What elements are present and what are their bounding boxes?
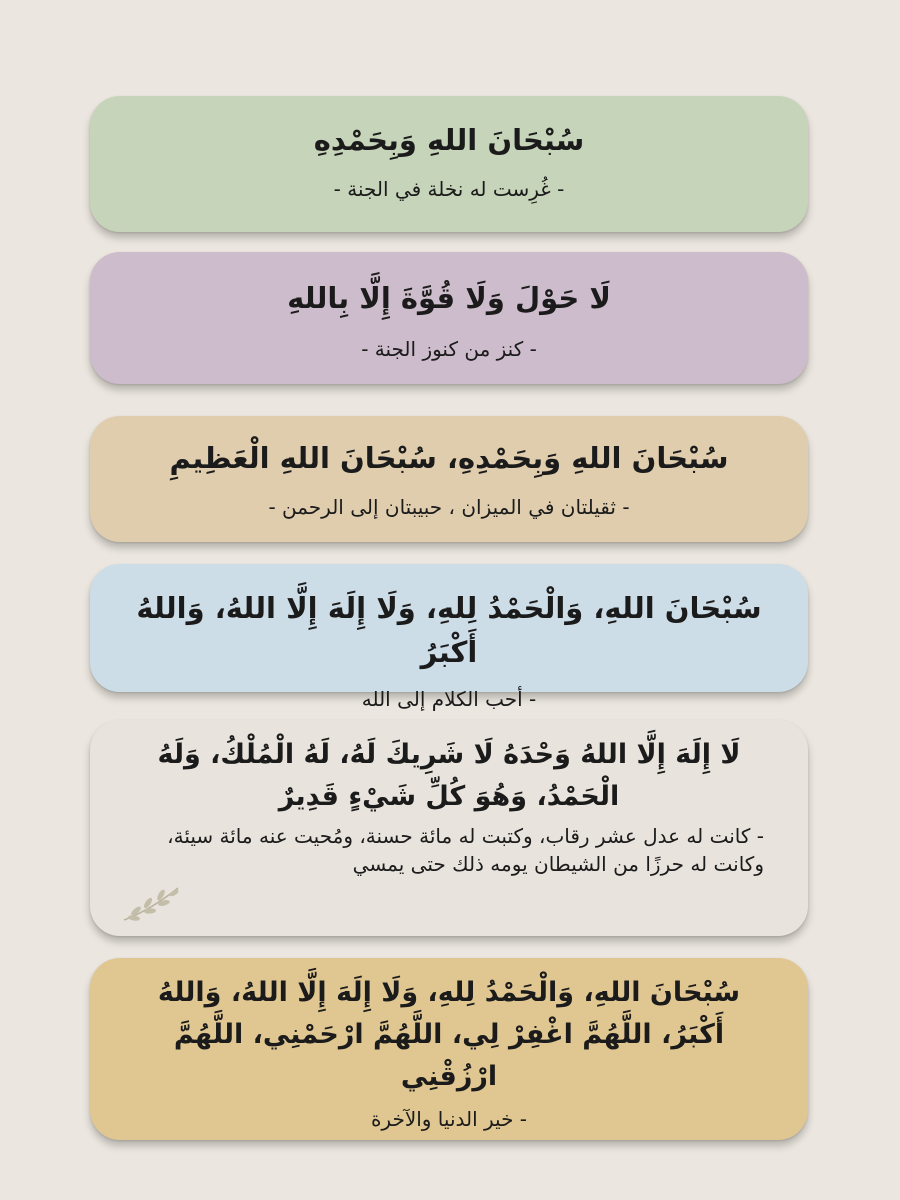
virtue-text: - أحب الكلام إلى الله <box>361 687 537 711</box>
dhikr-text: لَا حَوْلَ وَلَا قُوَّةَ إِلَّا بِاللهِ <box>287 281 611 315</box>
virtue-text: - كانت له عدل عشر رقاب، وكتبت له مائة حسنة، ومُحيت عنه مائة سيئة، وكانت له حرزًا من الشيطان يومه ذلك حتى يمسي <box>167 824 764 876</box>
virtue-text: - ثقيلتان في الميزان ، حبيبتان إلى الرحمن - <box>268 495 630 519</box>
dhikr-text: سُبْحَانَ اللهِ، وَالْحَمْدُ لِلهِ، وَلَا إِلَهَ إِلَّا اللهُ، وَاللهُ أَكْبَرُ <box>136 591 762 669</box>
olive-branch-icon <box>120 884 182 924</box>
dhikr-card <box>90 252 808 384</box>
virtue-text: - خير الدنيا والآخرة <box>370 1107 528 1131</box>
dhikr-card <box>90 564 808 711</box>
dhikr-text: سُبْحَانَ اللهِ وَبِحَمْدِهِ <box>313 123 585 157</box>
dhikr-card <box>90 958 808 1140</box>
virtue-text: - كنز من كنوز الجنة - <box>361 337 537 361</box>
dhikr-text: سُبْحَانَ اللهِ، وَالْحَمْدُ لِلهِ، وَلَا إِلَهَ إِلَّا اللهُ، وَاللهُ أَكْبَرُ، اللَّهُمَّ اغْفِرْ لِي، اللَّهُمَّ ارْحَمْنِي، اللَّهُمَّ ارْزُقْنِي <box>157 977 741 1092</box>
dhikr-card <box>90 96 808 232</box>
virtue-text: - غُرِست له نخلة في الجنة - <box>333 177 565 201</box>
dhikr-text: سُبْحَانَ اللهِ وَبِحَمْدِهِ، سُبْحَانَ اللهِ الْعَظِيمِ <box>169 441 729 475</box>
dhikr-text: لَا إِلَهَ إِلَّا اللهُ وَحْدَهُ لَا شَرِيكَ لَهُ، لَهُ الْمُلْكُ، وَلَهُ الْحَمْدُ، وَهُوَ كُلِّ شَيْءٍ قَدِيرٌ <box>157 739 741 812</box>
dhikr-card <box>90 416 808 542</box>
dhikr-card <box>90 720 808 936</box>
